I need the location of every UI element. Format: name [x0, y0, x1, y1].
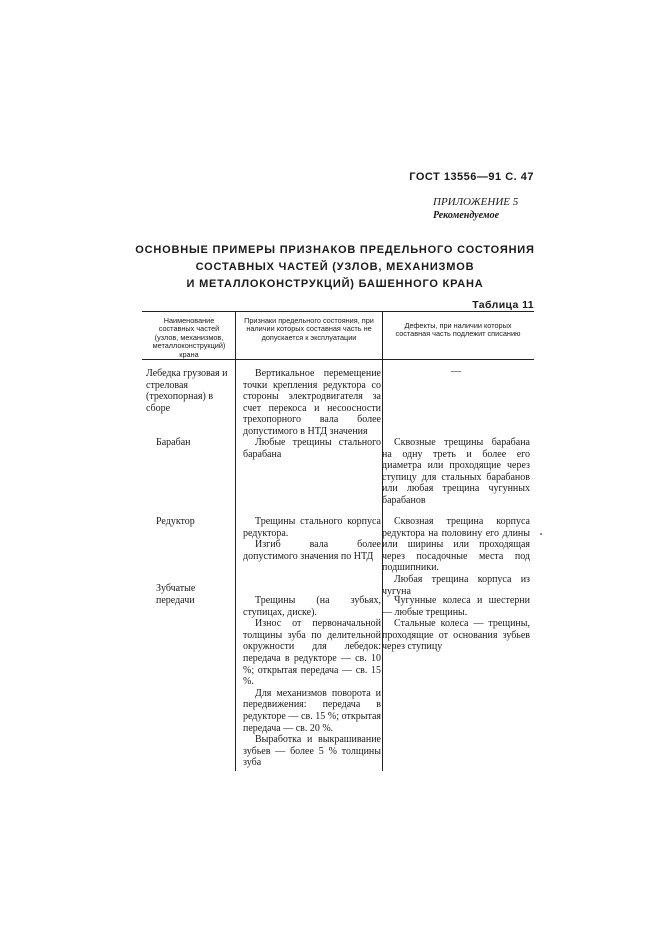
- column-divider-1: [235, 311, 236, 771]
- row-1-sign: Вертикальное перемещение точки крепления редуктора со стороны электродвигателя за счет перекоса и несоосности трехопорного вала более допустимого в НТД значения: [243, 368, 381, 437]
- row-2-defect: Сквозные трещины барабана на одну треть и более его диаметра или проходящие через ступицу для стальных барабанов или любая трещина чугунных барабанов: [382, 437, 530, 506]
- scan-speck: [540, 533, 542, 535]
- title-line-2: СОСТАВНЫХ ЧАСТЕЙ (УЗЛОВ, МЕХАНИЗМОВ: [195, 261, 475, 273]
- table-label: Таблица 11: [472, 299, 534, 311]
- column-header-defects: Дефекты, при наличии которых составная часть подлежит списанию: [395, 321, 521, 339]
- row-4-sign-4: Выработка и выкрашивание зубьев — более 5 % толщины зуба: [243, 734, 381, 769]
- table-header-rule: [142, 359, 534, 360]
- appendix-block: [388, 196, 534, 222]
- row-4-sign-2: Износ от первоначальной толщины зуба по делительной окружности для лебедок: передача в редукторе — св. 10 %; открытая передача — св. 15 %.: [243, 618, 381, 688]
- standard-reference: ГОСТ 13556—91 С. 47: [409, 171, 534, 183]
- row-3-defect-1: Сквозная трещина корпуса редуктора на половину его длины или ширины или проходящая через посадочные места под подшипники.: [382, 516, 530, 574]
- title-line-1: ОСНОВНЫЕ ПРИМЕРЫ ПРИЗНАКОВ ПРЕДЕЛЬНОГО СОСТОЯНИЯ: [135, 244, 535, 256]
- row-3-name: Редуктор: [156, 516, 195, 527]
- row-4-sign-1: Трещины (на зубьях, ступицах, диске).: [243, 595, 381, 618]
- appendix-status: Рекомендуемое: [433, 210, 500, 221]
- row-2-signs: [243, 437, 381, 460]
- row-3-sign-2: Изгиб вала более допустимого значения по НТД: [243, 539, 381, 562]
- row-2-name: Барабан: [156, 437, 191, 448]
- row-4-defect-1: Чугунные колеса и шестерни — любые трещины.: [382, 595, 530, 618]
- row-3-defect-2: Любая трещина корпуса из чугуна: [382, 573, 530, 597]
- data-table: [142, 311, 534, 771]
- row-1-name: Лебедка грузовая и стреловая (трехопорная) в сборе: [146, 368, 228, 414]
- row-4-signs: [243, 595, 381, 769]
- row-2-defects: [382, 437, 530, 507]
- row-1-defects: [382, 366, 530, 378]
- row-4-name: Зубчатые передачи: [156, 583, 196, 606]
- row-4-sign-3: Для механизмов поворота и передвижения: передача в редукторе — св. 15 %; открытая передача — св. 20 %.: [243, 687, 381, 734]
- appendix-title: ПРИЛОЖЕНИЕ 5: [433, 196, 519, 208]
- row-2-sign: Любые трещины стального барабана: [243, 437, 381, 460]
- row-4-defect-2: Стальные колеса — трещины, проходящие от основания зубьев через ступицу: [382, 618, 530, 653]
- row-3-defects: [382, 516, 530, 597]
- page-title: [130, 242, 540, 293]
- row-4-defects: [382, 595, 530, 653]
- row-3-sign-1: Трещины стального корпуса редуктора.: [243, 516, 381, 539]
- column-header-name: Наименование составных частей (узлов, механизмов, металлоконструкций) крана: [152, 316, 226, 359]
- row-1-signs: [243, 368, 381, 438]
- row-3-signs: [243, 516, 381, 562]
- table-top-rule: [142, 311, 534, 312]
- row-1-defect: —: [451, 366, 461, 377]
- title-line-3: И МЕТАЛЛОКОНСТРУКЦИЙ) БАШЕННОГО КРАНА: [186, 278, 484, 290]
- column-header-signs: Признаки предельного состояния, при наличии которых составная часть не допускается к эксплуатации: [244, 316, 374, 342]
